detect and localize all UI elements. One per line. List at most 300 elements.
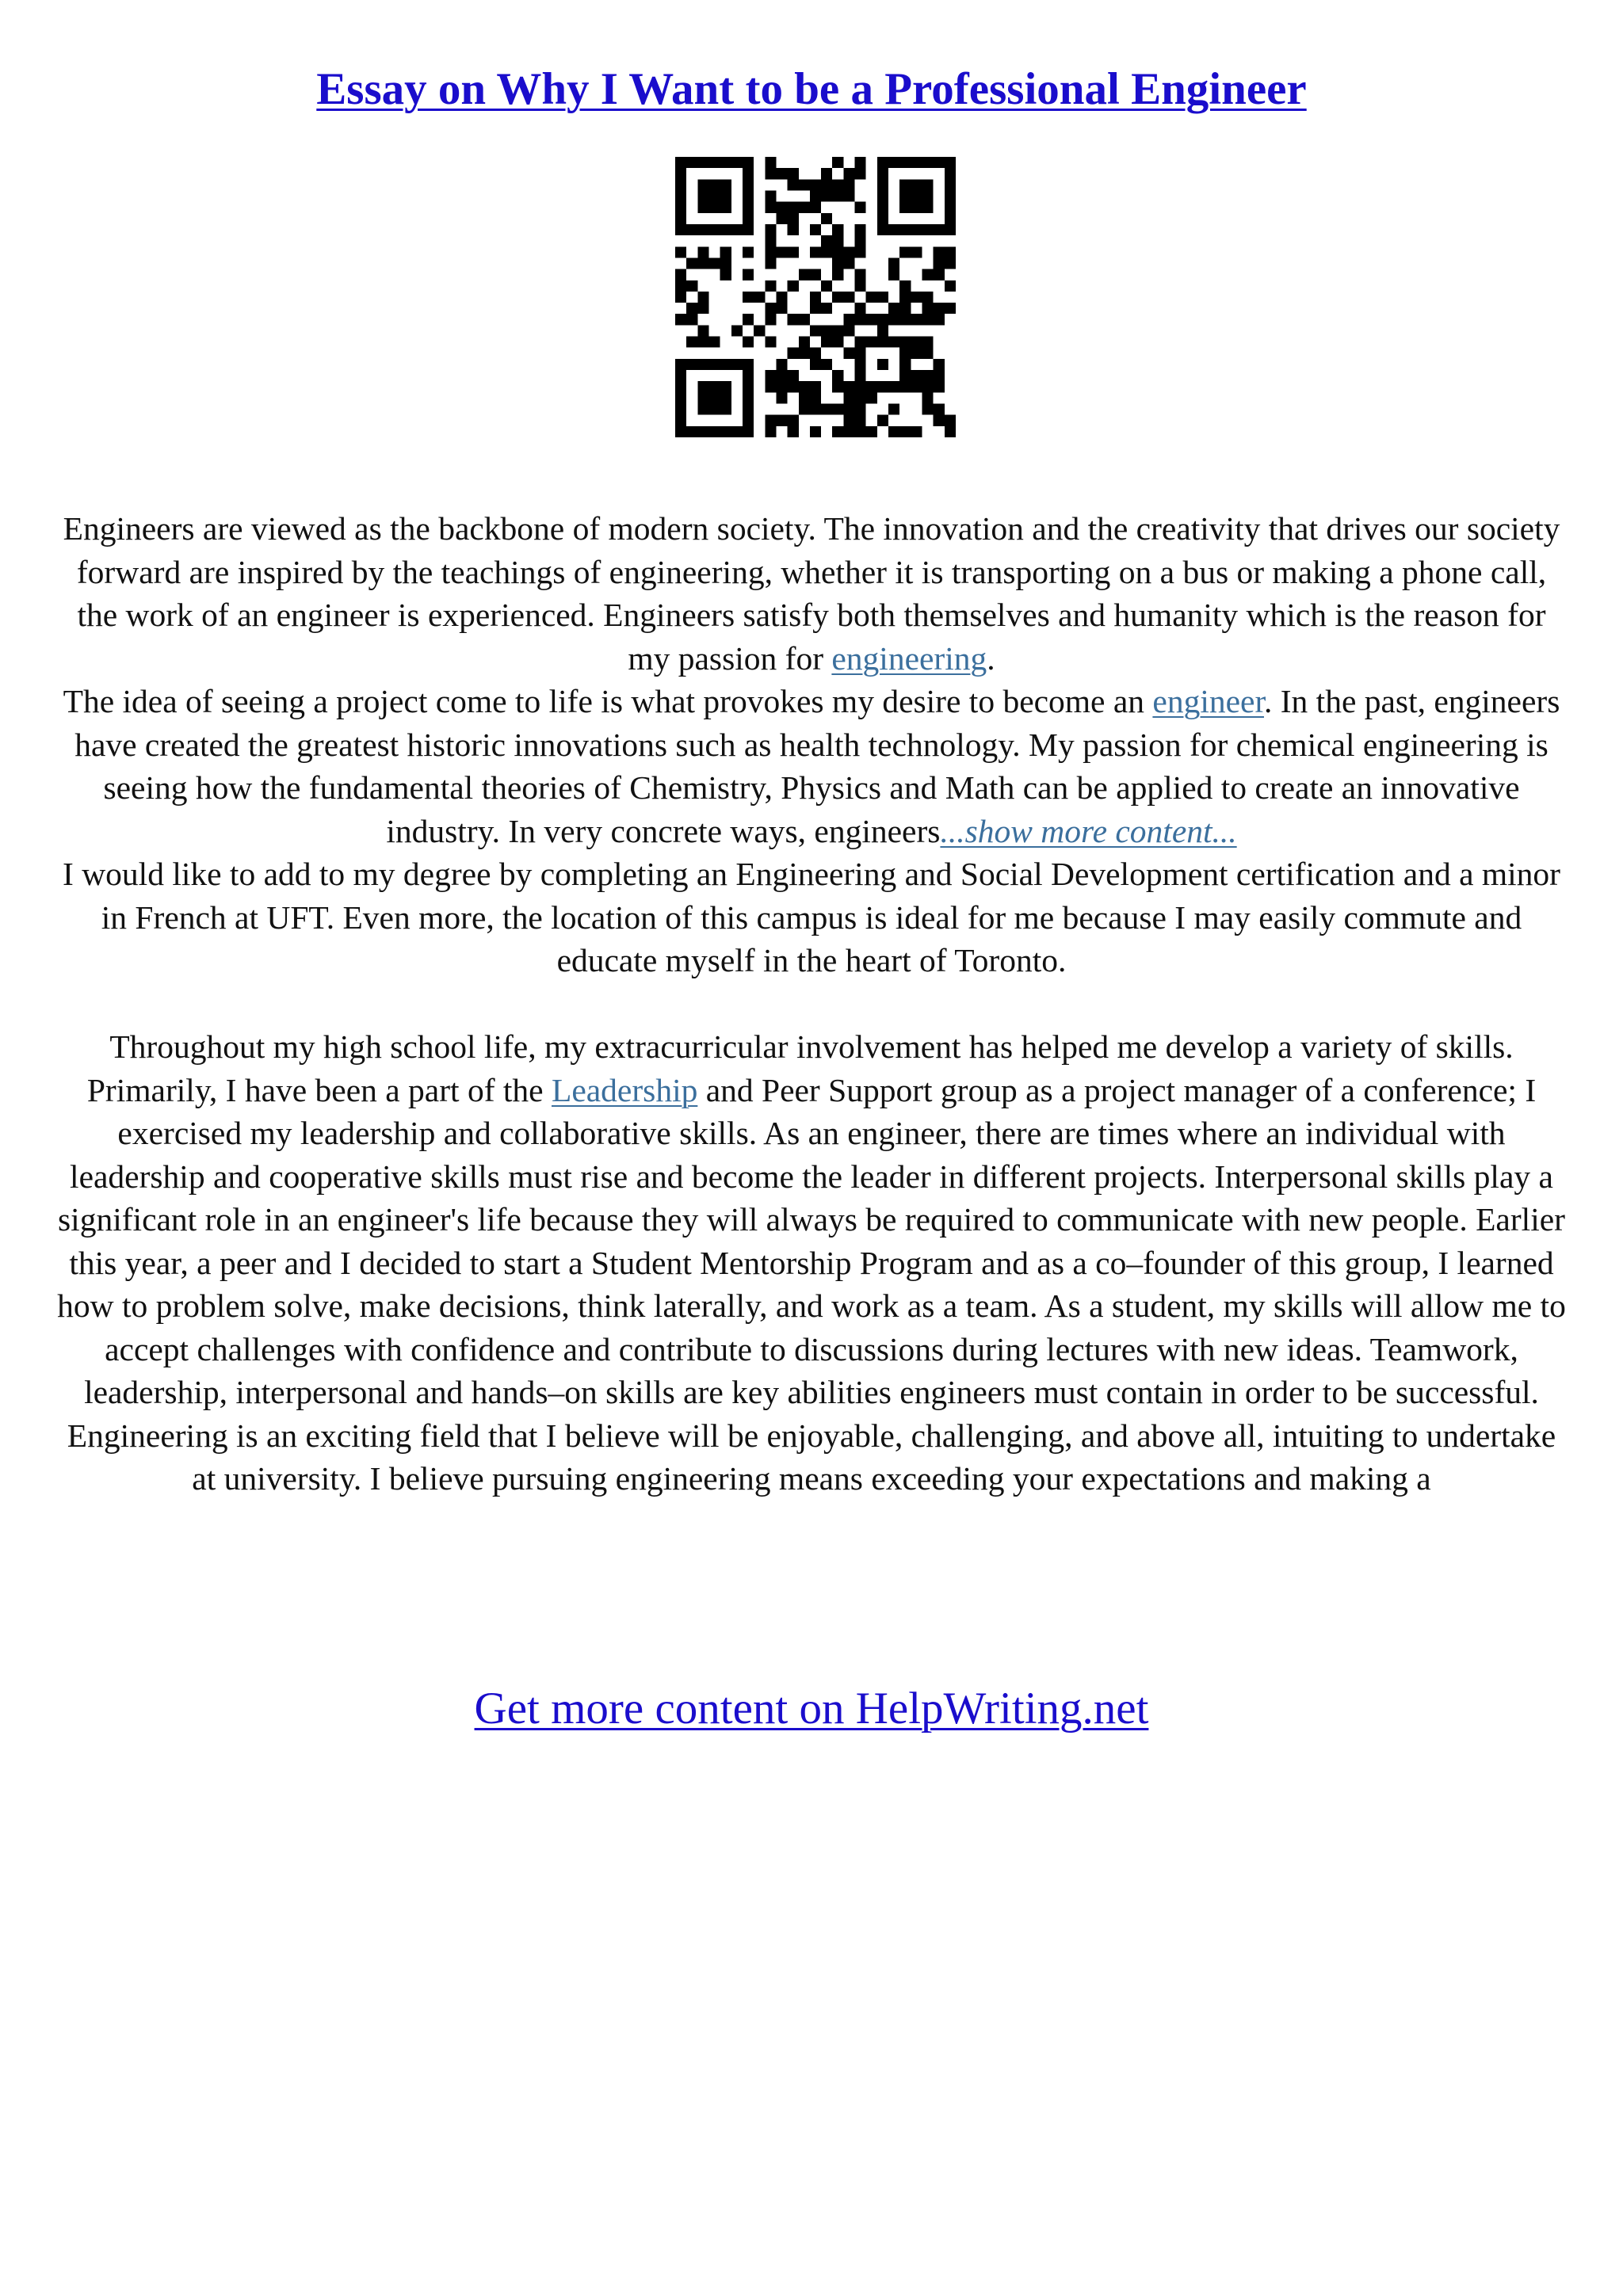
qr-module	[855, 157, 866, 168]
qr-module	[743, 392, 754, 403]
qr-module	[855, 359, 866, 370]
qr-module	[743, 190, 754, 201]
qr-module	[799, 404, 810, 415]
qr-module	[832, 292, 843, 303]
qr-module	[765, 235, 776, 246]
qr-module	[899, 280, 911, 292]
qr-module	[697, 224, 708, 235]
qr-module	[945, 157, 956, 168]
qr-module	[810, 190, 821, 201]
qr-module	[832, 235, 843, 246]
qr-module	[821, 303, 832, 314]
qr-module	[832, 381, 843, 392]
qr-module	[810, 359, 821, 370]
qr-module	[877, 292, 888, 303]
qr-module	[866, 337, 877, 348]
qr-module	[697, 392, 708, 403]
qr-module	[788, 213, 799, 224]
qr-module	[877, 168, 888, 179]
qr-module	[911, 314, 922, 325]
qr-module	[934, 157, 945, 168]
qr-module	[866, 381, 877, 392]
title-link[interactable]: Essay on Why I Want to be a Professional Engineer	[316, 64, 1307, 114]
qr-module	[675, 157, 686, 168]
paragraph-gap	[55, 982, 1568, 1026]
qr-module	[832, 257, 843, 269]
qr-module	[855, 202, 866, 213]
qr-module	[799, 179, 810, 190]
qr-module	[922, 190, 934, 201]
show-more-link[interactable]: ...show more content...	[940, 812, 1237, 849]
qr-module	[855, 370, 866, 381]
qr-module	[843, 404, 854, 415]
qr-module	[821, 246, 832, 257]
qr-module	[788, 202, 799, 213]
qr-module	[821, 280, 832, 292]
qr-module	[832, 224, 843, 235]
qr-module	[697, 179, 708, 190]
paragraph-5: Engineering is an exciting field that I believe will be enjoyable, challenging, and above all, intuiting to undertake at university. I believe pursuing engineering means exceeding your expectations and making a	[67, 1417, 1556, 1497]
qr-module	[686, 303, 697, 314]
qr-code-icon	[675, 157, 956, 437]
qr-module	[743, 314, 754, 325]
qr-module	[731, 224, 743, 235]
qr-module	[888, 337, 899, 348]
qr-module	[922, 179, 934, 190]
qr-module	[810, 381, 821, 392]
qr-module	[776, 202, 787, 213]
qr-module	[720, 404, 731, 415]
qr-module	[888, 257, 899, 269]
qr-module	[855, 404, 866, 415]
qr-module	[675, 415, 686, 426]
qr-module	[899, 348, 911, 359]
qr-module	[697, 246, 708, 257]
qr-module	[708, 190, 720, 201]
qr-module	[686, 224, 697, 235]
qr-module	[754, 292, 765, 303]
qr-module	[945, 224, 956, 235]
qr-module	[697, 190, 708, 201]
paragraph-1: Engineers are viewed as the backbone of modern society. The innovation and the creativity that drives our society forward are inspired by the teachings of engineering, whether it is transporting on a bus or making a phone call, the work of an engineer is experienced. Engineers satisfy both themselves and humanity which is the reason for my passion for engineering.	[63, 510, 1560, 677]
qr-module	[922, 303, 934, 314]
qr-module	[888, 269, 899, 280]
qr-module	[911, 224, 922, 235]
qr-module	[911, 337, 922, 348]
qr-module	[743, 381, 754, 392]
qr-module	[922, 404, 934, 415]
qr-module	[899, 292, 911, 303]
qr-module	[922, 224, 934, 235]
qr-module	[675, 269, 686, 280]
qr-module	[843, 179, 854, 190]
qr-module	[799, 269, 810, 280]
qr-module	[708, 157, 720, 168]
qr-module	[765, 426, 776, 437]
qr-module	[899, 337, 911, 348]
qr-module	[922, 370, 934, 381]
qr-module	[855, 392, 866, 403]
qr-module	[934, 257, 945, 269]
paragraph-4: Throughout my high school life, my extracurricular involvement has helped me develop a variety of skills. Primarily, I have been a part of the Leadership and Peer Support group as a project manager of a conference; I exercised my leadership and collaborative skills. As an engineer, there are times where an individual with leadership and cooperative skills must rise and become the leader in different projects. Interpersonal skills play a significant role in an engineer's life because they will always be required to communicate with new people. Earlier this year, a peer and I decided to start a Student Mentorship Program and as a co–founder of this group, I learned how to problem solve, make decisions, think laterally, and work as a team. As a student, my skills will allow me to accept challenges with confidence and contribute to discussions during lectures with new ideas. Teamwork, leadership, interpersonal and hands–on skills are key abilities engineers must contain in order to be successful.	[57, 1028, 1566, 1410]
qr-module	[788, 348, 799, 359]
qr-module	[843, 314, 854, 325]
qr-module	[810, 179, 821, 190]
qr-module	[697, 381, 708, 392]
qr-module	[945, 415, 956, 426]
qr-module	[877, 179, 888, 190]
qr-module	[675, 190, 686, 201]
qr-module	[743, 213, 754, 224]
qr-module	[877, 190, 888, 201]
qr-module	[832, 325, 843, 336]
essay-body	[55, 507, 1568, 1501]
qr-module	[866, 314, 877, 325]
qr-module	[743, 168, 754, 179]
qr-module	[788, 246, 799, 257]
qr-module	[899, 303, 911, 314]
qr-module	[911, 190, 922, 201]
qr-module	[675, 224, 686, 235]
qr-module	[888, 426, 899, 437]
qr-module	[899, 314, 911, 325]
qr-module	[934, 359, 945, 370]
qr-module	[720, 179, 731, 190]
qr-module	[945, 190, 956, 201]
get-more-content-link[interactable]: Get more content on HelpWriting.net	[474, 1684, 1149, 1733]
qr-module	[934, 246, 945, 257]
qr-module	[922, 292, 934, 303]
qr-module	[899, 224, 911, 235]
qr-module	[866, 392, 877, 403]
qr-module	[799, 392, 810, 403]
qr-module	[743, 246, 754, 257]
qr-module	[697, 303, 708, 314]
qr-module	[675, 246, 686, 257]
qr-module	[708, 179, 720, 190]
qr-module	[765, 190, 776, 201]
qr-module	[922, 348, 934, 359]
qr-module	[922, 202, 934, 213]
qr-module	[810, 224, 821, 235]
qr-module	[708, 359, 720, 370]
qr-module	[743, 202, 754, 213]
qr-module	[934, 269, 945, 280]
qr-module	[731, 426, 743, 437]
qr-module	[843, 246, 854, 257]
footer	[0, 1681, 1623, 1737]
qr-module	[675, 292, 686, 303]
qr-module	[922, 314, 934, 325]
qr-module	[731, 325, 743, 336]
qr-module	[855, 269, 866, 280]
qr-module	[911, 370, 922, 381]
qr-module	[821, 179, 832, 190]
qr-module	[877, 381, 888, 392]
qr-module	[821, 213, 832, 224]
qr-module	[743, 370, 754, 381]
qr-module	[832, 190, 843, 201]
qr-module	[855, 280, 866, 292]
qr-module	[776, 303, 787, 314]
qr-module	[743, 426, 754, 437]
qr-module	[708, 404, 720, 415]
qr-module	[810, 246, 821, 257]
qr-module	[934, 370, 945, 381]
qr-module	[810, 404, 821, 415]
qr-module	[743, 179, 754, 190]
qr-module	[743, 269, 754, 280]
qr-module	[675, 280, 686, 292]
qr-module	[765, 337, 776, 348]
qr-module	[686, 157, 697, 168]
qr-module	[877, 157, 888, 168]
qr-module	[911, 157, 922, 168]
qr-module	[843, 415, 854, 426]
qr-module	[675, 168, 686, 179]
qr-module	[776, 213, 787, 224]
qr-module	[765, 202, 776, 213]
qr-module	[743, 224, 754, 235]
qr-module	[788, 381, 799, 392]
qr-module	[743, 292, 754, 303]
qr-module	[788, 314, 799, 325]
qr-module	[776, 370, 787, 381]
qr-module	[866, 292, 877, 303]
qr-module	[899, 246, 911, 257]
qr-module	[934, 303, 945, 314]
qr-module	[720, 381, 731, 392]
qr-module	[899, 359, 911, 370]
qr-module	[810, 426, 821, 437]
qr-module	[821, 235, 832, 246]
qr-module	[697, 202, 708, 213]
qr-module	[843, 392, 854, 403]
qr-module	[877, 415, 888, 426]
qr-module	[934, 404, 945, 415]
qr-module	[799, 337, 810, 348]
qr-module	[720, 359, 731, 370]
qr-module	[888, 381, 899, 392]
qr-module	[799, 348, 810, 359]
qr-module	[945, 168, 956, 179]
qr-module	[855, 426, 866, 437]
qr-module	[922, 381, 934, 392]
qr-module	[877, 337, 888, 348]
qr-module	[832, 246, 843, 257]
qr-module	[675, 314, 686, 325]
qr-module	[765, 381, 776, 392]
qr-module	[765, 168, 776, 179]
qr-module	[821, 337, 832, 348]
qr-module	[911, 292, 922, 303]
qr-module	[922, 392, 934, 403]
qr-module	[765, 370, 776, 381]
qr-module	[888, 303, 899, 314]
qr-module	[720, 269, 731, 280]
qr-module	[754, 325, 765, 336]
qr-module	[765, 280, 776, 292]
qr-module	[922, 157, 934, 168]
qr-module	[843, 168, 854, 179]
qr-module	[708, 224, 720, 235]
qr-module	[855, 348, 866, 359]
qr-module	[743, 157, 754, 168]
qr-module	[832, 426, 843, 437]
qr-module	[675, 179, 686, 190]
qr-module	[743, 415, 754, 426]
qr-module	[708, 202, 720, 213]
qr-module	[922, 337, 934, 348]
qr-module	[855, 337, 866, 348]
qr-module	[720, 157, 731, 168]
qr-module	[708, 257, 720, 269]
qr-module	[832, 337, 843, 348]
qr-module	[934, 224, 945, 235]
qr-module	[945, 257, 956, 269]
qr-module	[686, 337, 697, 348]
qr-module	[843, 257, 854, 269]
qr-module	[765, 415, 776, 426]
qr-module	[776, 381, 787, 392]
qr-module	[788, 415, 799, 426]
qr-module	[720, 392, 731, 403]
qr-module	[866, 426, 877, 437]
qr-module	[810, 325, 821, 336]
qr-module	[675, 392, 686, 403]
qr-module	[945, 303, 956, 314]
qr-module	[843, 292, 854, 303]
qr-module	[697, 292, 708, 303]
qr-module	[843, 325, 854, 336]
qr-module	[911, 246, 922, 257]
qr-module	[855, 246, 866, 257]
qr-module	[810, 269, 821, 280]
qr-module	[743, 404, 754, 415]
qr-module	[776, 168, 787, 179]
qr-module	[776, 359, 787, 370]
qr-module	[720, 190, 731, 201]
qr-module	[731, 359, 743, 370]
qr-module	[686, 257, 697, 269]
qr-module	[832, 404, 843, 415]
qr-module	[821, 325, 832, 336]
qr-module	[832, 269, 843, 280]
qr-module	[899, 190, 911, 201]
qr-module	[697, 359, 708, 370]
qr-module	[810, 392, 821, 403]
qr-module	[788, 370, 799, 381]
qr-module	[776, 392, 787, 403]
qr-module	[945, 202, 956, 213]
qr-module	[799, 314, 810, 325]
qr-module	[697, 337, 708, 348]
qr-module	[776, 246, 787, 257]
qr-module	[899, 370, 911, 381]
qr-module	[765, 157, 776, 168]
qr-module	[697, 426, 708, 437]
qr-module	[686, 426, 697, 437]
qr-module	[686, 314, 697, 325]
qr-module	[708, 392, 720, 403]
qr-module	[877, 314, 888, 325]
qr-module	[720, 257, 731, 269]
qr-module	[832, 370, 843, 381]
qr-module	[810, 348, 821, 359]
qr-module	[888, 224, 899, 235]
qr-module	[776, 292, 787, 303]
qr-module	[765, 246, 776, 257]
qr-module	[899, 381, 911, 392]
qr-module	[697, 157, 708, 168]
qr-module	[810, 292, 821, 303]
qr-module	[877, 213, 888, 224]
qr-module	[675, 359, 686, 370]
qr-module	[743, 337, 754, 348]
qr-module	[776, 415, 787, 426]
qr-module	[799, 202, 810, 213]
link-engineering[interactable]: engineering	[831, 639, 987, 677]
qr-module	[855, 224, 866, 235]
qr-module	[810, 202, 821, 213]
qr-module	[945, 179, 956, 190]
qr-module	[765, 257, 776, 269]
qr-module	[855, 381, 866, 392]
qr-module	[697, 257, 708, 269]
qr-module	[821, 190, 832, 201]
qr-module	[720, 246, 731, 257]
qr-module	[675, 202, 686, 213]
qr-module	[855, 415, 866, 426]
qr-module	[945, 246, 956, 257]
qr-module	[888, 314, 899, 325]
qr-module	[855, 168, 866, 179]
qr-module	[788, 280, 799, 292]
qr-module	[843, 426, 854, 437]
qr-module	[888, 404, 899, 415]
paragraph-3: I would like to add to my degree by completing an Engineering and Social Development certification and a minor in French at UFT. Even more, the location of this campus is ideal for me because I may easily commute and educate myself in the heart of Toronto.	[63, 856, 1560, 978]
qr-module	[855, 303, 866, 314]
qr-module	[899, 157, 911, 168]
qr-module	[765, 303, 776, 314]
qr-module	[877, 359, 888, 370]
qr-module	[697, 325, 708, 336]
qr-module	[810, 303, 821, 314]
qr-module	[855, 235, 866, 246]
qr-module	[934, 415, 945, 426]
link-leadership[interactable]: Leadership	[551, 1071, 698, 1108]
qr-module	[911, 202, 922, 213]
qr-module	[877, 224, 888, 235]
link-engineer[interactable]: engineer	[1152, 683, 1264, 719]
qr-module	[743, 359, 754, 370]
qr-module	[788, 426, 799, 437]
qr-module	[686, 359, 697, 370]
qr-module	[675, 404, 686, 415]
qr-module	[799, 381, 810, 392]
qr-module	[832, 157, 843, 168]
page-title	[0, 62, 1623, 117]
qr-module	[832, 179, 843, 190]
qr-module	[899, 179, 911, 190]
qr-module	[922, 269, 934, 280]
qr-module	[821, 168, 832, 179]
qr-module	[686, 280, 697, 292]
qr-module	[911, 426, 922, 437]
qr-module	[911, 179, 922, 190]
qr-module	[877, 202, 888, 213]
qr-module	[731, 157, 743, 168]
